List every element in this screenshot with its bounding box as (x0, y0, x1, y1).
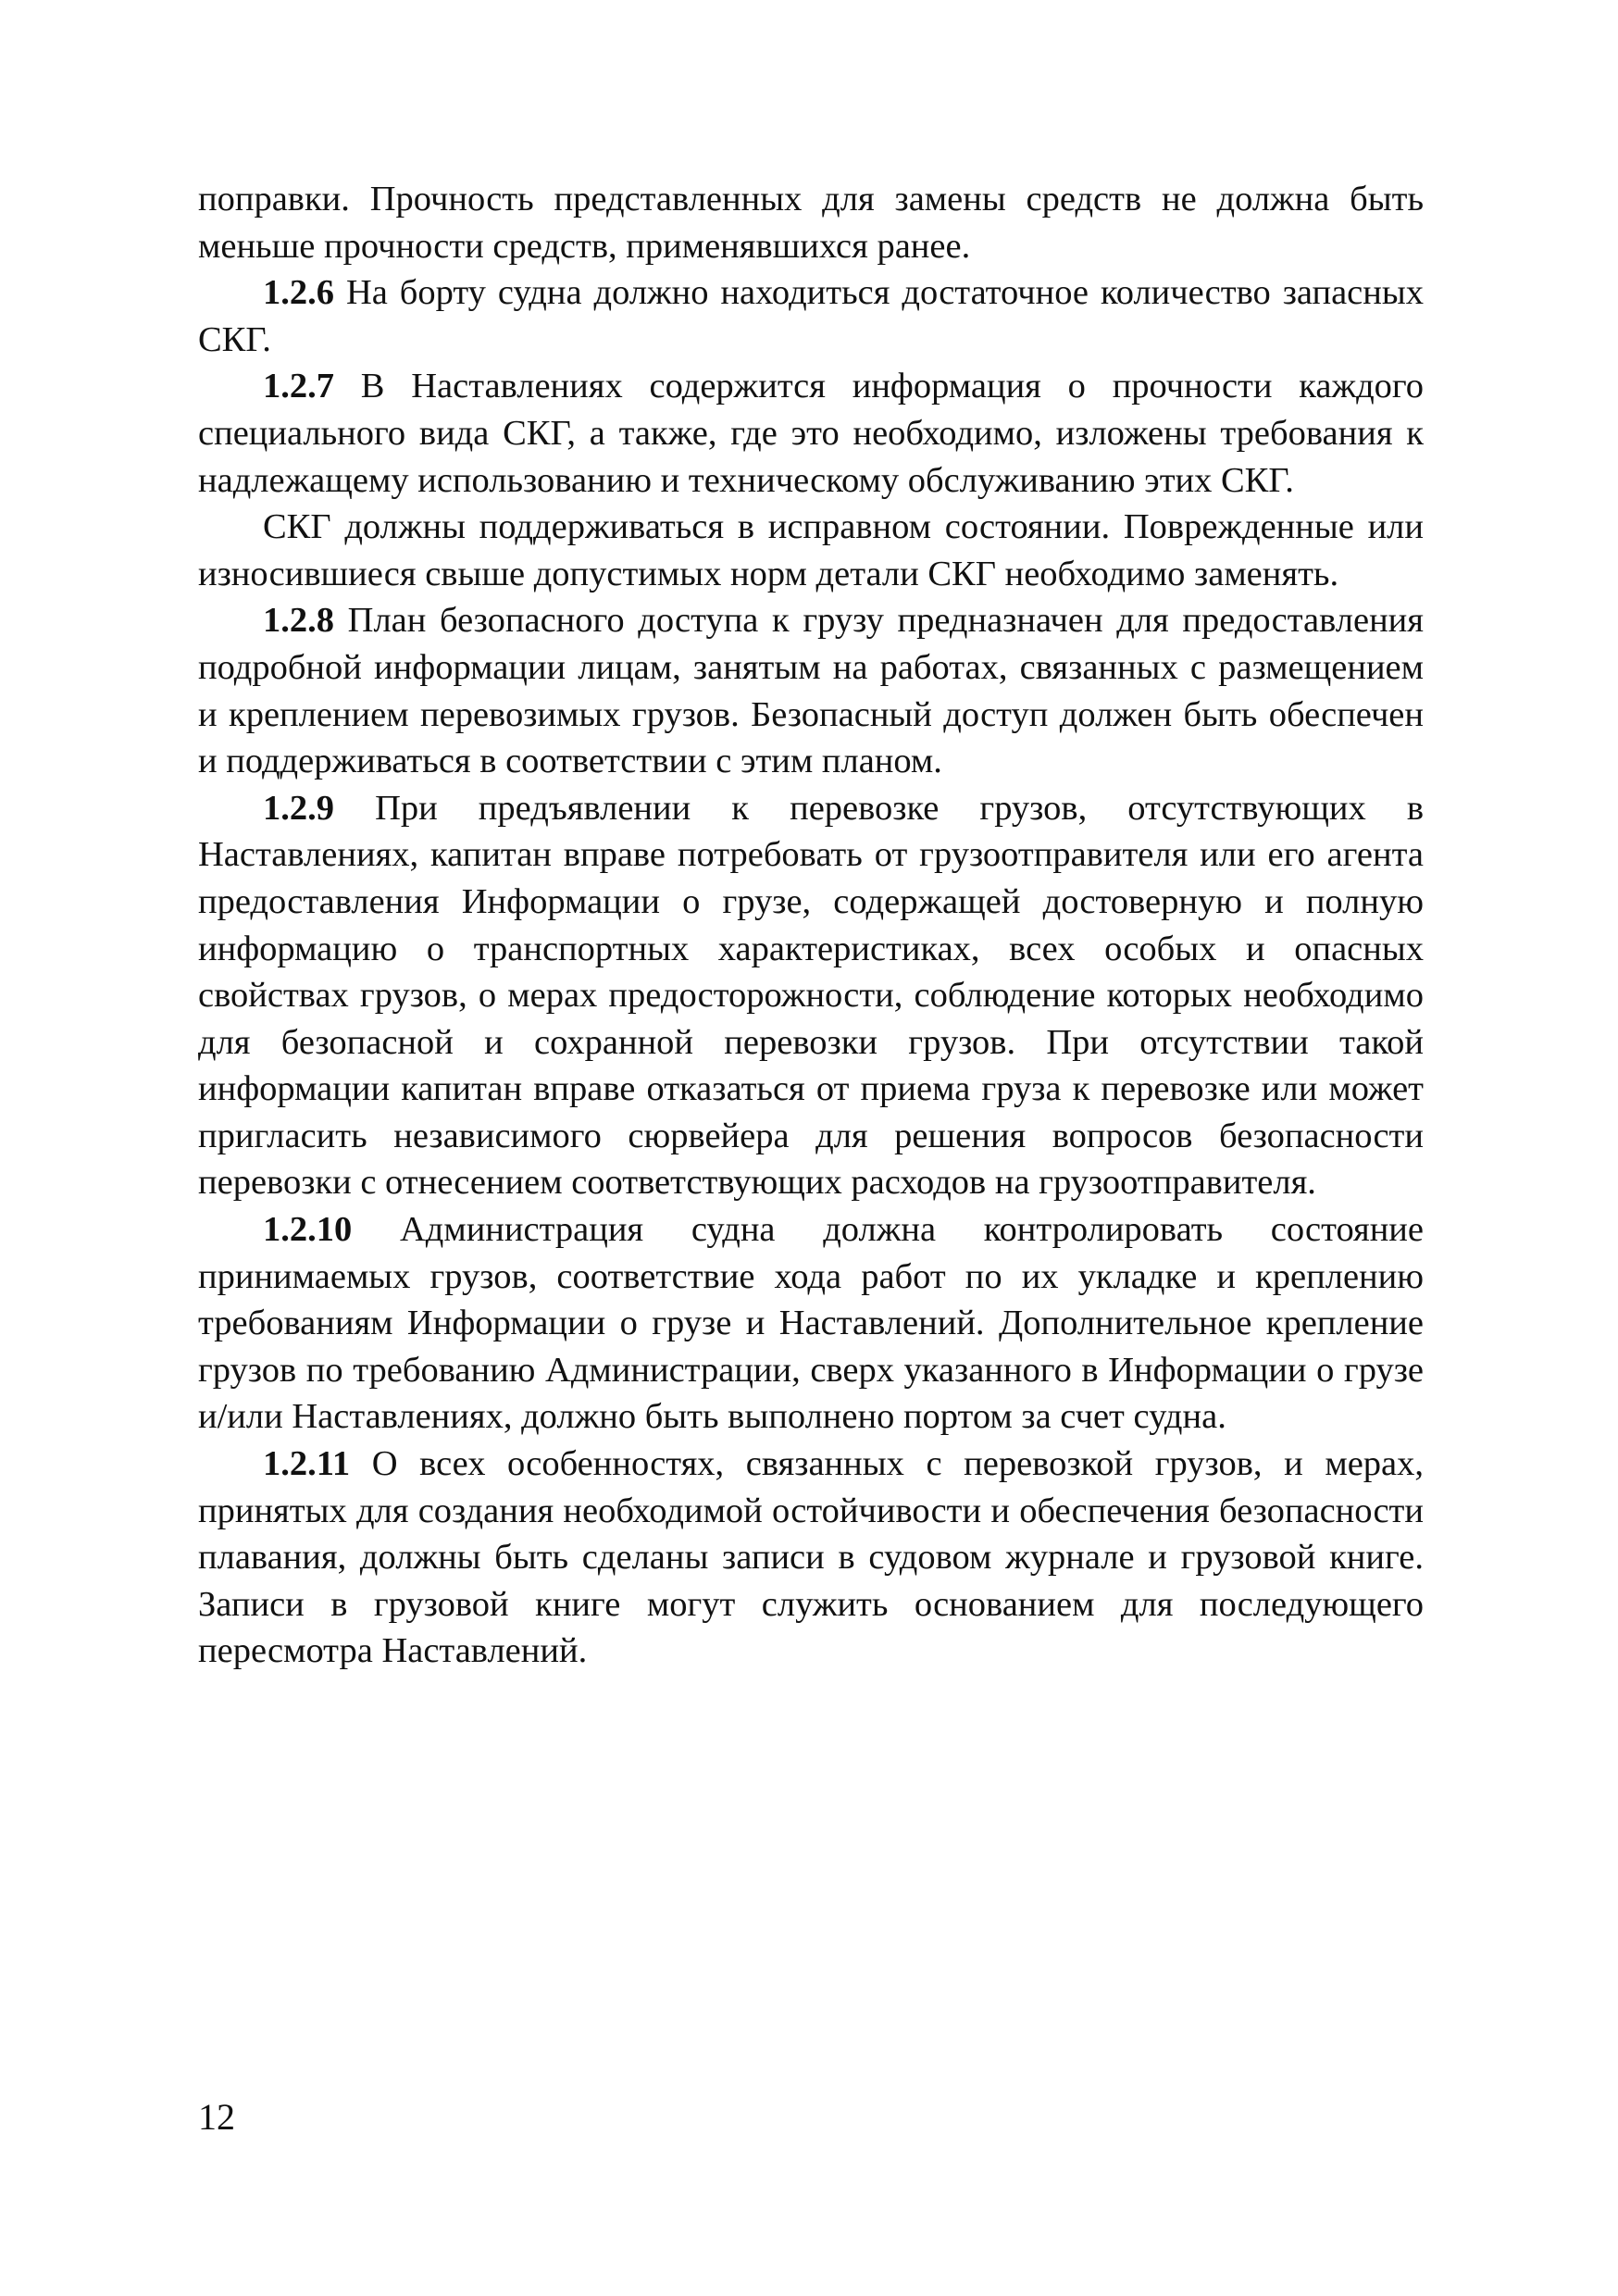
clause-text: План безопасного доступа к грузу предназначен для предоставления подробной информации лицам, занятым на работах, связанных с размещением и креплением перевозимых грузов. Безопасный доступ должен быть обеспечен и поддерживаться в соответствии с этим планом. (198, 601, 1424, 781)
page-number: 12 (198, 2096, 235, 2138)
clause-1-2-9 (198, 785, 1424, 1206)
clause-1-2-10 (198, 1206, 1424, 1441)
clause-text: Администрация судна должна контролировать состояние принимаемых грузов, соответствие хода работ по их укладке и креплению требованиям Информации о грузе и Наставлений. Дополнительное крепление грузов по требованию Администрации, сверх указанного в Информации о грузе и/или Наставлениях, должно быть выполнено портом за счет судна. (198, 1210, 1424, 1437)
document-body (198, 176, 1424, 1675)
clause-number: 1.2.7 (263, 367, 334, 406)
clause-text: На борту судна должно находиться достаточное количество запасных СКГ. (198, 273, 1424, 359)
clause-1-2-8 (198, 597, 1424, 784)
clause-text: В Наставлениях содержится информация о прочности каждого специального вида СКГ, а также, где это необходимо, изложены требования к надлежащему использованию и техническому обслуживанию этих СКГ. (198, 367, 1424, 500)
clause-number: 1.2.11 (263, 1444, 351, 1484)
paragraph-skg-maintenance (198, 504, 1424, 597)
clause-text: О всех особенностях, связанных с перевозкой грузов, и мерах, принятых для создания необходимой остойчивости и обеспечения безопасности плавания, должны быть сделаны записи в судовом журнале и грузовой книге. Записи в грузовой книге могут служить основанием для последующего пересмотра Наставлений. (198, 1444, 1424, 1671)
clause-1-2-11 (198, 1441, 1424, 1675)
clause-number: 1.2.8 (263, 601, 334, 641)
clause-number: 1.2.6 (263, 273, 334, 313)
paragraph-text: поправки. Прочность представленных для замены средств не должна быть меньше прочности средств, применявшихся ранее. (198, 180, 1424, 266)
clause-number: 1.2.10 (263, 1210, 353, 1250)
paragraph-continuation (198, 176, 1424, 269)
clause-number: 1.2.9 (263, 788, 334, 828)
clause-1-2-6 (198, 269, 1424, 363)
clause-text: При предъявлении к перевозке грузов, отсутствующих в Наставлениях, капитан вправе потребовать от грузоотправителя или его агента предоставления Информации о грузе, содержащей достоверную и полную информацию о транспортных характеристиках, всех особых и опасных свойствах грузов, о мерах предосторожности, соблюдение которых необходимо для безопасной и сохранной перевозки грузов. При отсутствии такой информации капитан вправе отказаться от приема груза к перевозке или может пригласить независимого сюрвейера для решения вопросов безопасности перевозки с отнесением соответствующих расходов на грузоотправителя. (198, 788, 1424, 1203)
paragraph-text: СКГ должны поддерживаться в исправном состоянии. Поврежденные или износившиеся свыше допустимых норм детали СКГ необходимо заменять. (198, 507, 1424, 593)
clause-1-2-7 (198, 363, 1424, 504)
